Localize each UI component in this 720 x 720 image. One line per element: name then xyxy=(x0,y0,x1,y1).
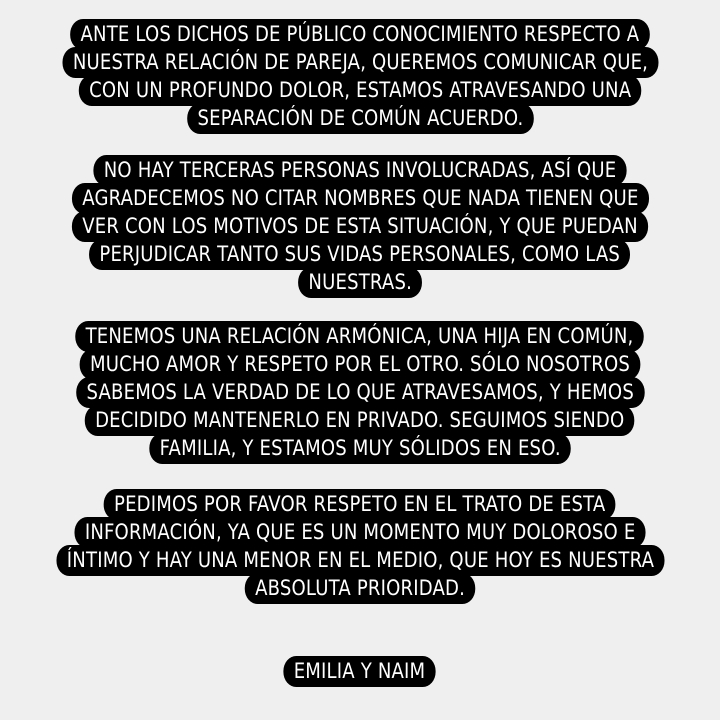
paragraph-request-respect xyxy=(0,489,720,604)
text-line: FAMILIA, Y ESTAMOS MUY SÓLIDOS EN ESO. xyxy=(149,433,571,464)
text-line: INFORMACIÓN, YA QUE ES UN MOMENTO MUY DOLOROSO E xyxy=(74,517,645,548)
text-line: VER CON LOS MOTIVOS DE ESTA SITUACIÓN, Y QUE PUEDAN xyxy=(72,211,648,242)
text-line: NO HAY TERCERAS PERSONAS INVOLUCRADAS, ASÍ QUE xyxy=(93,155,626,186)
text-line: SEPARACIÓN DE COMÚN ACUERDO. xyxy=(187,103,534,134)
text-line: ABSOLUTA PRIORIDAD. xyxy=(245,573,476,604)
text-line: SABEMOS LA VERDAD DE LO QUE ATRAVESAMOS, Y HEMOS xyxy=(76,377,644,408)
paragraph-harmonious-relationship xyxy=(0,321,720,464)
text-line: ÍNTIMO Y HAY UNA MENOR EN EL MEDIO, QUE HOY ES NUESTRA xyxy=(56,545,664,576)
signature-label: EMILIA Y NAIM xyxy=(284,656,436,687)
text-line: PEDIMOS POR FAVOR RESPETO EN EL TRATO DE ESTA xyxy=(104,489,616,520)
signature-block xyxy=(0,656,720,687)
text-line: ANTE LOS DICHOS DE PÚBLICO CONOCIMIENTO RESPECTO A xyxy=(70,19,649,50)
text-line: TENEMOS UNA RELACIÓN ARMÓNICA, UNA HIJA EN COMÚN, xyxy=(76,321,645,352)
text-line: NUESTRAS. xyxy=(298,267,422,298)
text-line: CON UN PROFUNDO DOLOR, ESTAMOS ATRAVESANDO UNA xyxy=(79,75,642,106)
text-line: DECIDIDO MANTENERLO EN PRIVADO. SEGUIMOS SIENDO xyxy=(85,405,635,436)
paragraph-no-third-parties xyxy=(0,155,720,298)
text-line: NUESTRA RELACIÓN DE PAREJA, QUEREMOS COMUNICAR QUE, xyxy=(62,47,658,78)
text-line: MUCHO AMOR Y RESPETO POR EL OTRO. SÓLO NOSOTROS xyxy=(80,349,641,380)
paragraph-separation-announcement xyxy=(0,19,720,134)
text-line: AGRADECEMOS NO CITAR NOMBRES QUE NADA TIENEN QUE xyxy=(72,183,649,214)
text-line: PERJUDICAR TANTO SUS VIDAS PERSONALES, COMO LAS xyxy=(89,239,630,270)
